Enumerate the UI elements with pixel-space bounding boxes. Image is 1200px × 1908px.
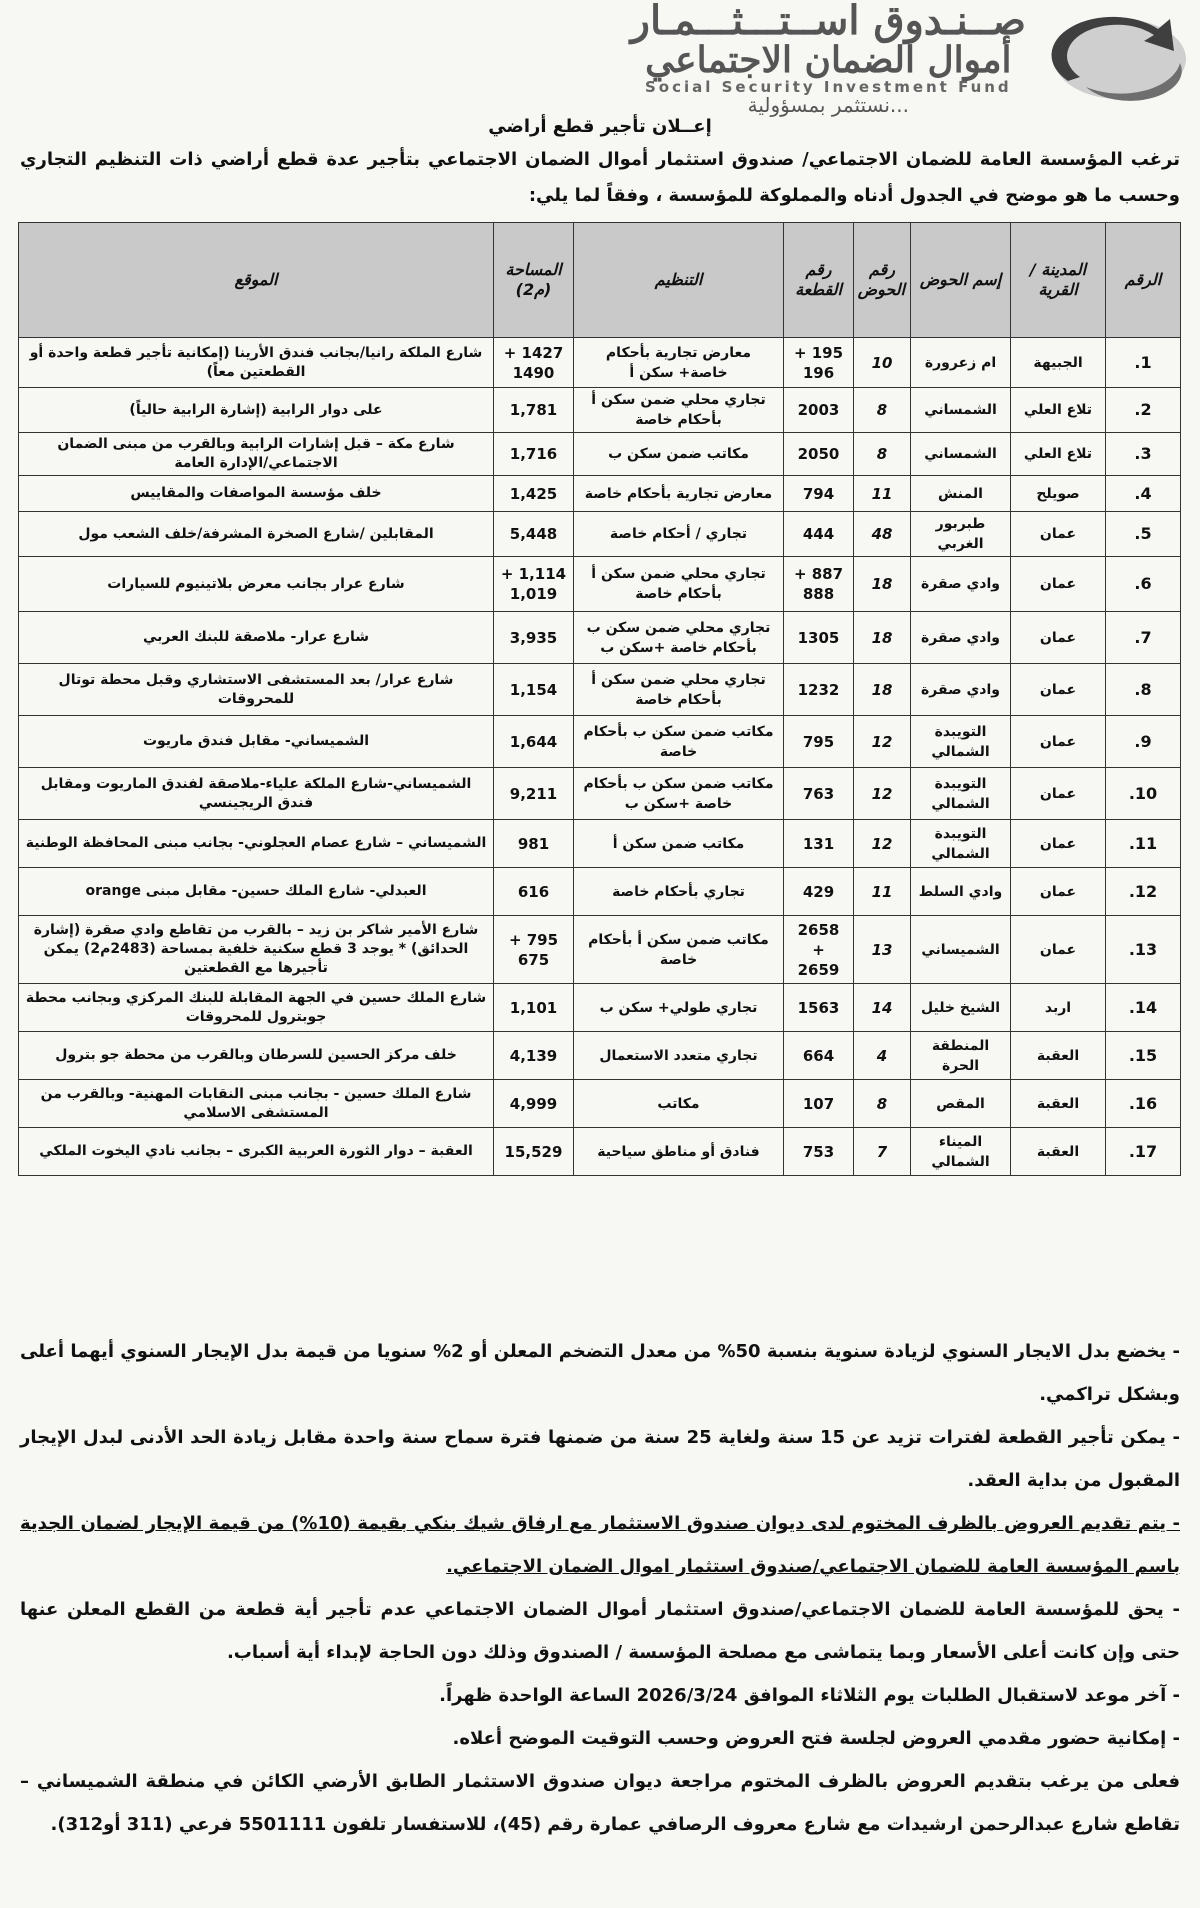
cell-plot: 2658 + 2659 bbox=[784, 916, 854, 984]
cell-loc: المقابلين /شارع الصخرة المشرفة/خلف الشعب مول bbox=[19, 512, 494, 557]
note-item: - يتم تقديم العروض بالظرف المختوم لدى ديوان صندوق الاستثمار مع ارفاق شيك بنكي بقيمة (10%) من قيمة الإيجار لضمان الجدية باسم المؤسسة العامة للضمان الاجتماعي/صندوق استثمار اموال الضمان الاجتماعي. bbox=[20, 1513, 1180, 1577]
table-row bbox=[19, 1128, 1181, 1176]
cell-idx: 17. bbox=[1106, 1128, 1181, 1176]
cell-area: 4,999 bbox=[494, 1080, 574, 1128]
cell-area: 1,716 bbox=[494, 433, 574, 476]
header-area: المساحة (م2) bbox=[494, 223, 574, 338]
cell-city: عمان bbox=[1011, 820, 1106, 868]
cell-org: مكاتب ضمن سكن ب bbox=[574, 433, 784, 476]
header-basin: إسم الحوض bbox=[911, 223, 1011, 338]
cell-idx: 6. bbox=[1106, 557, 1181, 612]
cell-basin: الشيخ خليل bbox=[911, 984, 1011, 1032]
header-location: الموقع bbox=[19, 223, 494, 338]
cell-basin-no: 8 bbox=[854, 388, 911, 433]
cell-city: صويلح bbox=[1011, 476, 1106, 512]
cell-basin: وادي السلط bbox=[911, 868, 1011, 916]
logo-line-2: أموال الضمان الاجتماعي bbox=[645, 38, 1012, 81]
cell-basin-no: 18 bbox=[854, 557, 911, 612]
cell-org: مكاتب ضمن سكن ب بأحكام خاصة +سكن ب bbox=[574, 768, 784, 820]
cell-loc: العبدلي- شارع الملك حسين- مقابل مبنى orange bbox=[19, 868, 494, 916]
cell-city: عمان bbox=[1011, 557, 1106, 612]
cell-basin: الشميساني bbox=[911, 916, 1011, 984]
cell-city: عمان bbox=[1011, 612, 1106, 664]
cell-plot: 429 bbox=[784, 868, 854, 916]
fund-logo-mark-icon bbox=[1040, 11, 1190, 105]
cell-plot: 2050 bbox=[784, 433, 854, 476]
cell-org: تجاري محلي ضمن سكن ب بأحكام خاصة +سكن ب bbox=[574, 612, 784, 664]
cell-basin-no: 8 bbox=[854, 433, 911, 476]
cell-area: 15,529 bbox=[494, 1128, 574, 1176]
cell-org: مكاتب bbox=[574, 1080, 784, 1128]
cell-loc: خلف مؤسسة المواصفات والمقاييس bbox=[19, 476, 494, 512]
cell-city: عمان bbox=[1011, 512, 1106, 557]
cell-city: عمان bbox=[1011, 916, 1106, 984]
table-row bbox=[19, 664, 1181, 716]
cell-basin-no: 12 bbox=[854, 716, 911, 768]
cell-basin-no: 18 bbox=[854, 664, 911, 716]
cell-basin-no: 13 bbox=[854, 916, 911, 984]
table-row bbox=[19, 338, 1181, 388]
cell-basin-no: 12 bbox=[854, 768, 911, 820]
cell-loc: على دوار الرابية (إشارة الرابية حالياً) bbox=[19, 388, 494, 433]
cell-area: 1,644 bbox=[494, 716, 574, 768]
table-row bbox=[19, 557, 1181, 612]
cell-area: 1,101 bbox=[494, 984, 574, 1032]
table-row bbox=[19, 820, 1181, 868]
cell-org: مكاتب ضمن سكن أ بأحكام خاصة bbox=[574, 916, 784, 984]
cell-loc: العقبة – دوار الثورة العربية الكبرى – بجانب نادي اليخوت الملكي bbox=[19, 1128, 494, 1176]
table-row bbox=[19, 512, 1181, 557]
cell-loc: خلف مركز الحسين للسرطان وبالقرب من محطة جو بترول bbox=[19, 1032, 494, 1080]
cell-area: 9,211 bbox=[494, 768, 574, 820]
cell-org: تجاري بأحكام خاصة bbox=[574, 868, 784, 916]
cell-city: اربد bbox=[1011, 984, 1106, 1032]
cell-idx: 4. bbox=[1106, 476, 1181, 512]
header-plot-no: رقم القطعة bbox=[784, 223, 854, 338]
cell-basin: المنطقة الحرة bbox=[911, 1032, 1011, 1080]
cell-basin: المنش bbox=[911, 476, 1011, 512]
cell-org: تجاري محلي ضمن سكن أ بأحكام خاصة bbox=[574, 388, 784, 433]
cell-basin-no: 11 bbox=[854, 476, 911, 512]
cell-idx: 9. bbox=[1106, 716, 1181, 768]
cell-area: 981 bbox=[494, 820, 574, 868]
table-row bbox=[19, 388, 1181, 433]
cell-basin-no: 8 bbox=[854, 1080, 911, 1128]
cell-basin-no: 11 bbox=[854, 868, 911, 916]
cell-basin: التويبدة الشمالي bbox=[911, 716, 1011, 768]
note-item: - إمكانية حضور مقدمي العروض لجلسة فتح العروض وحسب التوقيت الموضح أعلاه. bbox=[452, 1728, 1180, 1749]
table-header-row bbox=[19, 223, 1181, 338]
cell-org: تجاري / أحكام خاصة bbox=[574, 512, 784, 557]
cell-idx: 12. bbox=[1106, 868, 1181, 916]
cell-city: عمان bbox=[1011, 768, 1106, 820]
cell-city: عمان bbox=[1011, 716, 1106, 768]
cell-plot: 763 bbox=[784, 768, 854, 820]
cell-basin: وادي صقرة bbox=[911, 664, 1011, 716]
cell-idx: 16. bbox=[1106, 1080, 1181, 1128]
cell-area: 795 + 675 bbox=[494, 916, 574, 984]
table-row bbox=[19, 476, 1181, 512]
cell-area: 3,935 bbox=[494, 612, 574, 664]
cell-area: 1,425 bbox=[494, 476, 574, 512]
cell-idx: 8. bbox=[1106, 664, 1181, 716]
cell-city: عمان bbox=[1011, 868, 1106, 916]
header-city: المدينة / القرية bbox=[1011, 223, 1106, 338]
table-row bbox=[19, 916, 1181, 984]
cell-org: تجاري متعدد الاستعمال bbox=[574, 1032, 784, 1080]
cell-basin: الميناء الشمالي bbox=[911, 1128, 1011, 1176]
cell-plot: 195 + 196 bbox=[784, 338, 854, 388]
cell-basin-no: 14 bbox=[854, 984, 911, 1032]
cell-basin: الشمساني bbox=[911, 433, 1011, 476]
cell-area: 1427 + 1490 bbox=[494, 338, 574, 388]
cell-idx: 10. bbox=[1106, 768, 1181, 820]
table-row bbox=[19, 433, 1181, 476]
logo-slogan: ...نستثمر بمسؤولية bbox=[747, 93, 909, 118]
table-row bbox=[19, 1080, 1181, 1128]
cell-plot: 753 bbox=[784, 1128, 854, 1176]
cell-basin: وادي صقرة bbox=[911, 612, 1011, 664]
cell-loc: شارع الملك حسين - بجانب مبنى النقابات المهنية- وبالقرب من المستشفى الاسلامي bbox=[19, 1080, 494, 1128]
cell-area: 616 bbox=[494, 868, 574, 916]
cell-basin: التويبدة الشمالي bbox=[911, 768, 1011, 820]
cell-loc: شارع مكة – قبل إشارات الرابية وبالقرب من مبنى الضمان الاجتماعي/الإدارة العامة bbox=[19, 433, 494, 476]
cell-basin-no: 4 bbox=[854, 1032, 911, 1080]
cell-plot: 794 bbox=[784, 476, 854, 512]
cell-idx: 5. bbox=[1106, 512, 1181, 557]
cell-loc: شارع الملكة رانيا/بجانب فندق الأرينا (إمكانية تأجير قطعة واحدة أو القطعتين معاً) bbox=[19, 338, 494, 388]
cell-idx: 3. bbox=[1106, 433, 1181, 476]
plots-table-wrapper bbox=[18, 222, 1181, 1176]
note-item: - آخر موعد لاستقبال الطلبات يوم الثلاثاء الموافق 2026/3/24 الساعة الواحدة ظهراً. bbox=[439, 1685, 1180, 1706]
cell-plot: 1563 bbox=[784, 984, 854, 1032]
cell-plot: 444 bbox=[784, 512, 854, 557]
cell-basin-no: 48 bbox=[854, 512, 911, 557]
announcement-title: إعــلان تأجير قطع أراضي bbox=[488, 116, 712, 137]
cell-idx: 11. bbox=[1106, 820, 1181, 868]
cell-org: مكاتب ضمن سكن ب بأحكام خاصة bbox=[574, 716, 784, 768]
cell-basin: المقص bbox=[911, 1080, 1011, 1128]
cell-loc: شارع عرار- ملاصقة للبنك العربي bbox=[19, 612, 494, 664]
cell-loc: شارع الملك حسين في الجهة المقابلة للبنك المركزي وبجانب محطة جوبترول للمحروقات bbox=[19, 984, 494, 1032]
cell-basin-no: 12 bbox=[854, 820, 911, 868]
cell-loc: الشميساني – شارع عصام العجلوني- بجانب مبنى المحافظة الوطنية bbox=[19, 820, 494, 868]
note-item: - يمكن تأجير القطعة لفترات تزيد عن 15 سنة ولغاية 25 سنة من ضمنها فترة سماح سنة واحدة مقابل زيادة الحد الأدنى لبدل الإيجار المقبول من بداية العقد. bbox=[20, 1427, 1180, 1491]
cell-area: 1,114 + 1,019 bbox=[494, 557, 574, 612]
cell-loc: الشميساني- مقابل فندق ماريوت bbox=[19, 716, 494, 768]
cell-loc: الشميساني-شارع الملكة علياء-ملاصقة لفندق الماريوت ومقابل فندق الريجينسي bbox=[19, 768, 494, 820]
header-org: التنظيم bbox=[574, 223, 784, 338]
terms-notes bbox=[20, 1330, 1180, 1846]
cell-basin: التويبدة الشمالي bbox=[911, 820, 1011, 868]
cell-area: 1,154 bbox=[494, 664, 574, 716]
cell-basin-no: 18 bbox=[854, 612, 911, 664]
cell-org: معارض تجارية بأحكام خاصة+ سكن أ bbox=[574, 338, 784, 388]
cell-plot: 887 + 888 bbox=[784, 557, 854, 612]
cell-org: تجاري محلي ضمن سكن أ بأحكام خاصة bbox=[574, 557, 784, 612]
fund-logo bbox=[520, 0, 1190, 118]
cell-basin: وادي صقرة bbox=[911, 557, 1011, 612]
header-basin-no: رقم الحوض bbox=[854, 223, 911, 338]
cell-plot: 1305 bbox=[784, 612, 854, 664]
cell-city: تلاع العلي bbox=[1011, 433, 1106, 476]
cell-idx: 13. bbox=[1106, 916, 1181, 984]
cell-loc: شارع عرار بجانب معرض بلاتينيوم للسيارات bbox=[19, 557, 494, 612]
cell-org: فنادق أو مناطق سياحية bbox=[574, 1128, 784, 1176]
cell-basin-no: 7 bbox=[854, 1128, 911, 1176]
cell-org: تجاري محلي ضمن سكن أ بأحكام خاصة bbox=[574, 664, 784, 716]
cell-city: العقبة bbox=[1011, 1080, 1106, 1128]
cell-org: مكاتب ضمن سكن أ bbox=[574, 820, 784, 868]
cell-area: 4,139 bbox=[494, 1032, 574, 1080]
note-item: - يحق للمؤسسة العامة للضمان الاجتماعي/صندوق استثمار أموال الضمان الاجتماعي عدم تأجير أية قطعة من القطع المعلن عنها حتى وإن كانت أعلى الأسعار وبما يتماشى مع مصلحة المؤسسة / الصندوق وذلك دون الحاجة لإبداء أية أسباب. bbox=[20, 1599, 1180, 1663]
cell-plot: 107 bbox=[784, 1080, 854, 1128]
cell-area: 5,448 bbox=[494, 512, 574, 557]
cell-idx: 1. bbox=[1106, 338, 1181, 388]
table-row bbox=[19, 612, 1181, 664]
cell-city: العقبة bbox=[1011, 1128, 1106, 1176]
cell-idx: 14. bbox=[1106, 984, 1181, 1032]
table-row bbox=[19, 1032, 1181, 1080]
table-row bbox=[19, 768, 1181, 820]
cell-org: تجاري طولي+ سكن ب bbox=[574, 984, 784, 1032]
cell-org: معارض تجارية بأحكام خاصة bbox=[574, 476, 784, 512]
cell-plot: 131 bbox=[784, 820, 854, 868]
cell-idx: 2. bbox=[1106, 388, 1181, 433]
cell-area: 1,781 bbox=[494, 388, 574, 433]
cell-basin: طبربور الغربي bbox=[911, 512, 1011, 557]
table-row bbox=[19, 716, 1181, 768]
plots-table bbox=[18, 222, 1181, 1176]
cell-basin: الشمساني bbox=[911, 388, 1011, 433]
contact-note: فعلى من يرغب بتقديم العروض بالظرف المختوم مراجعة ديوان صندوق الاستثمار الطابق الأرضي الكائن في منطقة الشميساني – تقاطع شارع عبدالرحمن ارشيدات مع شارع معروف الرصافي عمارة رقم (45)، للاستفسار تلفون 5501111 فرعي (311 أو312). bbox=[20, 1771, 1180, 1835]
cell-plot: 664 bbox=[784, 1032, 854, 1080]
cell-city: الجبيهة bbox=[1011, 338, 1106, 388]
fund-logo-text bbox=[631, 0, 1026, 116]
cell-basin-no: 10 bbox=[854, 338, 911, 388]
note-item: - يخضع بدل الايجار السنوي لزيادة سنوية بنسبة 50% من معدل التضخم المعلن أو 2% سنويا من قيمة بدل الإيجار السنوي أيهما أعلى وبشكل تراكمي. bbox=[20, 1341, 1180, 1405]
cell-loc: شارع عرار/ بعد المستشفى الاستشاري وقبل محطة توتال للمحروقات bbox=[19, 664, 494, 716]
table-row bbox=[19, 868, 1181, 916]
cell-city: تلاع العلي bbox=[1011, 388, 1106, 433]
cell-city: عمان bbox=[1011, 664, 1106, 716]
logo-line-1: صــنـدوق اســتـــثـــمـار bbox=[630, 0, 1026, 44]
announcement-intro: ترغب المؤسسة العامة للضمان الاجتماعي/ صندوق استثمار أموال الضمان الاجتماعي بتأجير عدة قطع أراضي ذات التنظيم التجاري وحسب ما هو موضح في الجدول أدناه والمملوكة للمؤسسة ، وفقاً لما يلي: bbox=[20, 149, 1180, 206]
cell-loc: شارع الأمير شاكر بن زيد – بالقرب من تقاطع وادي صقرة (إشارة الحدائق) * يوجد 3 قطع سكنية خلفية بمساحة (2483م2) يمكن تأجيرها مع القطعتين bbox=[19, 916, 494, 984]
table-row bbox=[19, 984, 1181, 1032]
cell-plot: 1232 bbox=[784, 664, 854, 716]
cell-idx: 7. bbox=[1106, 612, 1181, 664]
cell-plot: 795 bbox=[784, 716, 854, 768]
cell-city: العقبة bbox=[1011, 1032, 1106, 1080]
cell-basin: ام زعرورة bbox=[911, 338, 1011, 388]
header-idx: الرقم bbox=[1106, 223, 1181, 338]
cell-idx: 15. bbox=[1106, 1032, 1181, 1080]
cell-plot: 2003 bbox=[784, 388, 854, 433]
logo-line-english: Social Security Investment Fund bbox=[645, 77, 1012, 96]
